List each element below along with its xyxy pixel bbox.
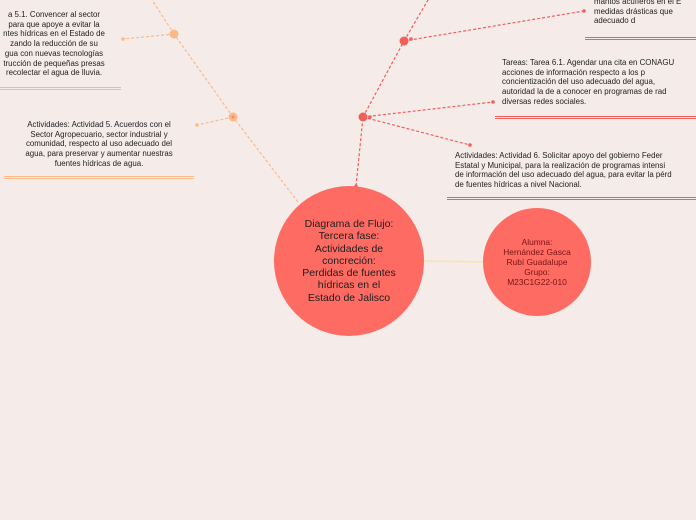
text-line: de información del uso adecuado del agua, para evitar la pérd (455, 170, 672, 180)
text-line: Estado de Jalisco (307, 291, 391, 304)
junction-dot-right-lower-small (368, 115, 372, 119)
text-line: Grupo: (524, 267, 550, 277)
text-line: hídricas en el (317, 279, 381, 292)
text-line: medidas drásticas que (594, 6, 673, 16)
junction-dot-left-lower-inner (232, 116, 235, 119)
text-line: ntes hídricas en el Estado de (3, 29, 105, 39)
text-line: diversas redes sociales. (502, 96, 587, 106)
text-line: zando la reducción de su (10, 39, 98, 49)
text-line: comunidad, respecto al uso adecuado del (25, 139, 173, 149)
junction-dot-right-upper-small (409, 37, 413, 41)
connector-upper-to-tarea-5-1 (123, 34, 174, 39)
connector-left-junction-to-actividad-5 (197, 117, 233, 125)
text-line: concientización del uso adecuado del agua, (502, 77, 656, 87)
underline-actividad-5 (4, 176, 194, 179)
text-line: Tercera fase: (318, 230, 380, 243)
end-dot-actividad-6 (468, 143, 472, 147)
text-line: trucción de pequeñas presas (3, 58, 105, 68)
connector-right-junction-to-tarea-6-1 (363, 102, 493, 117)
connector-upper-to-offscreen (152, 0, 174, 34)
text-line: Sector Agropecuario, sector industrial y (30, 129, 168, 139)
text-line: concreción: (322, 254, 376, 267)
node-tarea-6-1[interactable] (502, 58, 696, 107)
junction-dot-right-upper[interactable] (400, 37, 409, 46)
text-line: de fuentes hídricas a nivel Nacional. (455, 180, 582, 190)
connector-main-to-student (424, 261, 483, 262)
connector-right-upper-to-offscreen (404, 0, 428, 41)
node-actividad-6[interactable] (455, 151, 696, 190)
text-line: Estatal y Municipal, para la realización de programas intensi (455, 160, 666, 170)
text-line: para que apoye a evitar la (8, 19, 100, 29)
text-line: M23C1G22-010 (507, 277, 567, 287)
text-line: acciones de información respecto a los p (502, 67, 645, 77)
text-line: autoridad la de a conocer en programas de rad (502, 87, 667, 97)
text-line: a 5.1. Convencer al sector (7, 10, 101, 19)
node-top-partial[interactable] (594, 0, 696, 26)
connector-left-junction-to-upper (174, 34, 233, 117)
underline-top-partial (585, 37, 696, 40)
text-line: Actividades: Actividad 6. Solicitar apoyo del gobierno Feder (455, 151, 663, 160)
underline-tarea-6-1 (495, 116, 696, 119)
end-dot-top-partial (582, 9, 586, 13)
text-line: Actividades de (314, 242, 384, 255)
text-line: Diagrama de Flujo: (304, 218, 394, 231)
text-line: Hernández Gasca (503, 247, 571, 257)
student-info-node[interactable] (483, 208, 591, 316)
connector-right-junction-to-actividad-6 (363, 117, 470, 145)
node-actividad-5[interactable] (4, 120, 194, 169)
text-line: recolectar el agua de lluvia. (5, 68, 103, 78)
underline-tarea-5-1 (0, 87, 121, 90)
underline-actividad-6 (447, 197, 696, 200)
text-line: fuentes hídricas de agua. (54, 158, 144, 168)
text-line: Rubí Guadalupe (506, 257, 568, 267)
end-dot-actividad-5 (195, 123, 199, 127)
text-line: Perdidas de fuentes (302, 267, 396, 280)
text-line: mantos acuíferos en el E (594, 0, 682, 6)
text-line: Alumna: (521, 237, 553, 247)
text-line: Actividades: Actividad 5. Acuerdos con el (27, 120, 171, 129)
text-line: agua, para preservar y aumentar nuestras (25, 149, 173, 159)
end-dot-tarea-5-1 (121, 37, 125, 41)
text-line: gua con nuevas tecnologías (4, 48, 104, 58)
end-dot-tarea-6-1 (491, 100, 495, 104)
text-line: Tareas: Tarea 6.1. Agendar una cita en CONAGU (502, 58, 675, 67)
connector-right-junction-to-upper (363, 41, 404, 117)
junction-dot-left-upper[interactable] (170, 30, 179, 39)
junction-dot-right-lower[interactable] (359, 113, 368, 122)
text-line: adecuado d (594, 16, 636, 26)
node-tarea-5-1[interactable] (0, 10, 114, 78)
connector-right-upper-to-top-partial (404, 11, 584, 41)
connector-main-to-left-junction (233, 117, 298, 202)
connector-main-to-right-junction (356, 117, 363, 186)
main-topic-node[interactable] (274, 186, 424, 336)
